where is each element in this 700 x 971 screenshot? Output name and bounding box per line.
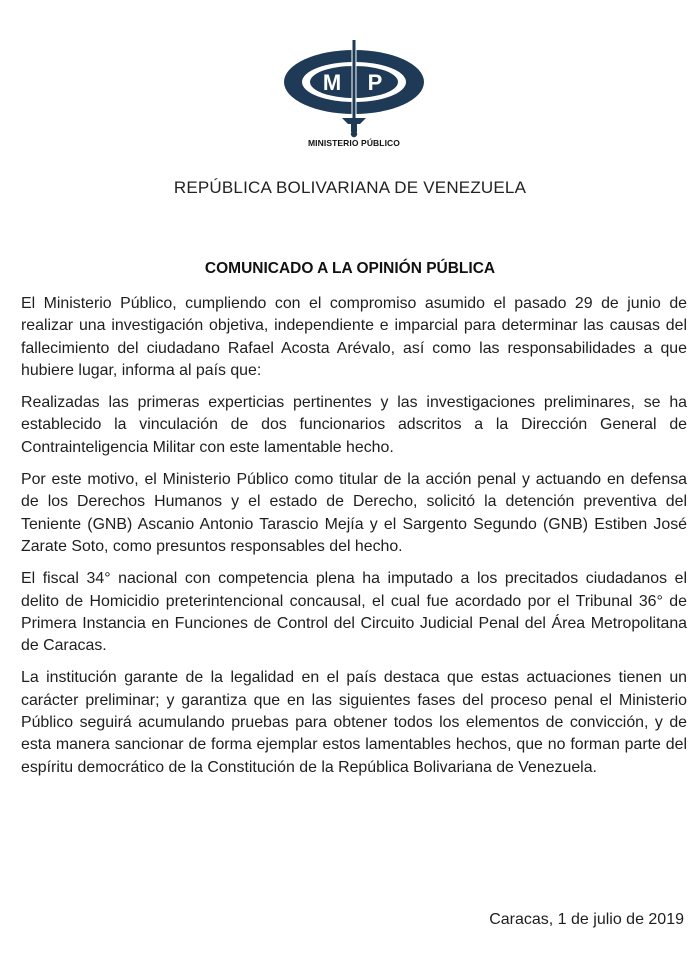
document-title: COMUNICADO A LA OPINIÓN PÚBLICA [204,260,496,277]
logo-caption: MINISTERIO PÚBLICO [308,138,400,148]
place-and-date: Caracas, 1 de julio de 2019 [489,911,684,928]
paragraph-2: Realizadas las primeras experticias pertinentes y las investigaciones preliminares, se ha establecido la vinculación de dos funcionarios adscritos a la Dirección General de Contrainteligencia Militar con este lamentable hecho. [21,394,687,456]
document-body [21,293,687,789]
country-name: REPÚBLICA BOLIVARIANA DE VENEZUELA [173,178,527,197]
logo-emblem [280,40,428,140]
paragraph-4: El fiscal 34° nacional con competencia plena ha imputado a los precitados ciudadanos el delito de Homicidio preterintencional concausal, el cual fue acordado por el Tribunal 36° de Primera Instancia en Funciones de Control del Circuito Judicial Penal del Área Metropolitana de Caracas. [21,570,687,655]
logo-letter-m: M [322,70,342,95]
paragraph-5: La institución garante de la legalidad en el país destaca que estas actuaciones tienen un carácter preliminar; y garantiza que en las siguientes fases del proceso penal el Ministerio Público seguirá acumulando pruebas para obtener todos los elementos de convicción, y de esta manera sancionar de forma ejemplar estos lamentables hechos, que no forman parte del espíritu democrático de la Constitución de la República Bolivariana de Venezuela. [21,669,687,776]
paragraph-1: El Ministerio Público, cumpliendo con el compromiso asumido el pasado 29 de junio de realizar una investigación objetiva, independiente e imparcial para determinar las causas del fallecimiento del ciudadano Rafael Acosta Arévalo, así como las responsabilidades a que hubiere lugar, informa al país que: [21,295,687,379]
paragraph-3: Por este motivo, el Ministerio Público como titular de la acción penal y actuando en defensa de los Derechos Humanos y el estado de Derecho, solicitó la detención preventiva del Teniente (GNB) Ascanio Antonio Tarascio Mejía y el Sargento Segundo (GNB) Estiben José Zarate Soto, como presuntos responsables del hecho. [21,471,687,555]
logo-letter-p: P [367,70,383,95]
ministerio-publico-logo [280,40,428,152]
